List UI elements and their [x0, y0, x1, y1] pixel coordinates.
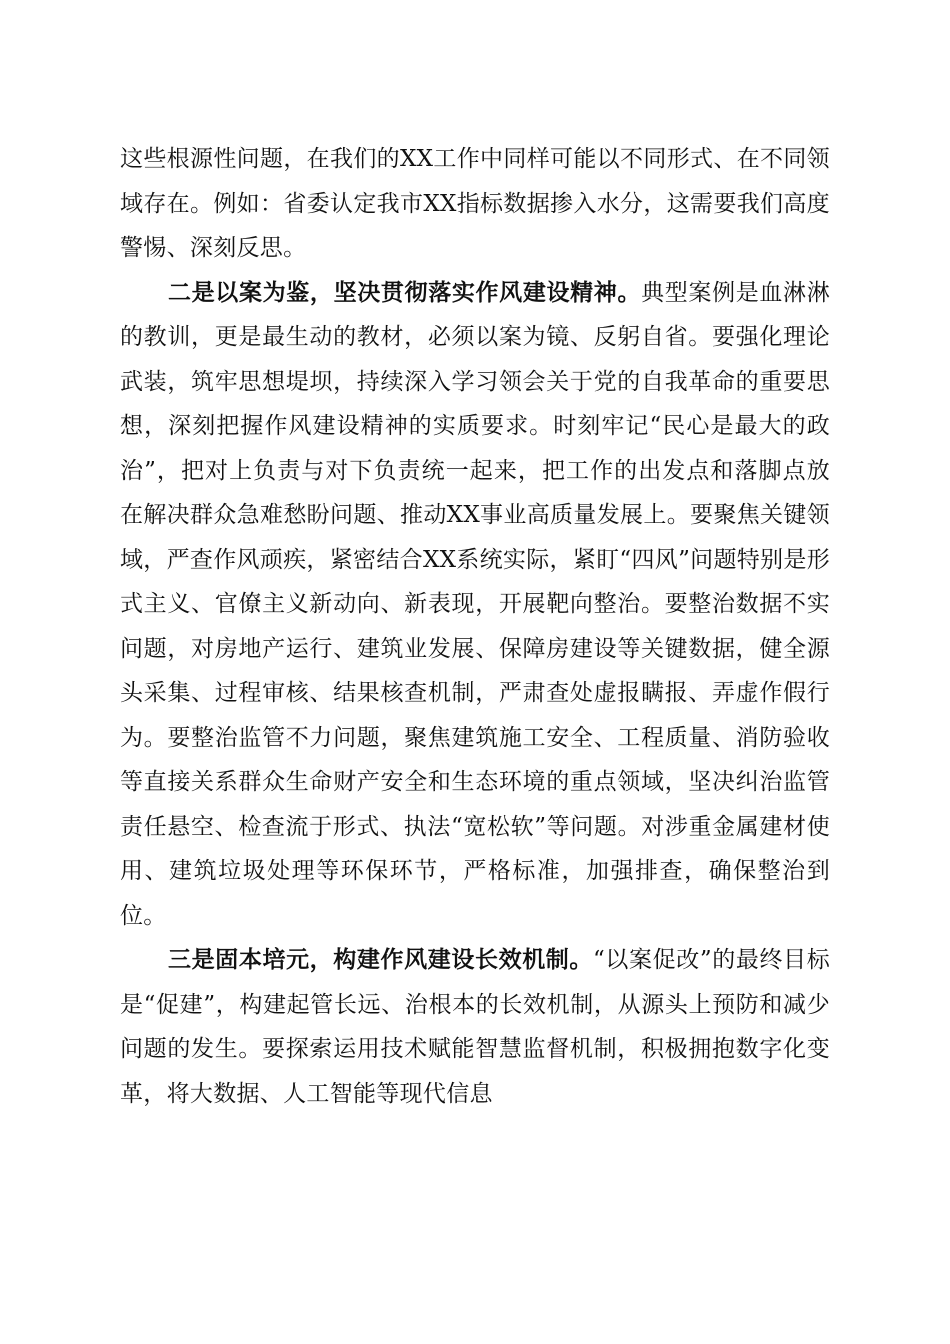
paragraph-2	[120, 271, 830, 939]
paragraph-2-text: 典型案例是血淋淋的教训，更是最生动的教材，必须以案为镜、反躬自省。要强化理论武装，筑牢思想堤坝，持续深入学习领会关于党的自我革命的重要思想，深刻把握作风建设精神的实质要求。时刻牢记“民心是最大的政治”，把对上负责与对下负责统一起来，把工作的出发点和落脚点放在解决群众急难愁盼问题、推动XX事业高质量发展上。要聚焦关键领域，严查作风顽疾，紧密结合XX系统实际，紧盯“四风”问题特别是形式主义、官僚主义新动向、新表现，开展靶向整治。要整治数据不实问题，对房地产运行、建筑业发展、保障房建设等关键数据，健全源头采集、过程审核、结果核查机制，严肃查处虚报瞒报、弄虚作假行为。要整治监管不力问题，聚焦建筑施工安全、工程质量、消防验收等直接关系群众生命财产安全和生态环境的重点领域，坚决纠治监管责任悬空、检查流于形式、执法“宽松软”等问题。对涉重金属建材使用、建筑垃圾处理等环保环节，严格标准，加强排查，确保整治到位。	[120, 279, 830, 929]
paragraph-3	[120, 938, 830, 1116]
paragraph-2-lead: 二是以案为鉴，坚决贯彻落实作风建设精神。	[168, 278, 642, 306]
document-body	[120, 137, 830, 1116]
paragraph-1	[120, 137, 830, 271]
paragraph-1-text: 这些根源性问题，在我们的XX工作中同样可能以不同形式、在不同领域存在。例如：省委认定我市XX指标数据掺入水分，这需要我们高度警惕、深刻反思。	[120, 146, 830, 261]
paragraph-3-lead: 三是固本培元，构建作风建设长效机制。	[168, 946, 594, 973]
paragraph-3-text: “以案促改”的最终目标是“促建”，构建起管长远、治根本的长效机制，从源头上预防和减少问题的发生。要探索运用技术赋能智慧监督机制，积极拥抱数字化变革，将大数据、人工智能等现代信息	[120, 947, 830, 1107]
